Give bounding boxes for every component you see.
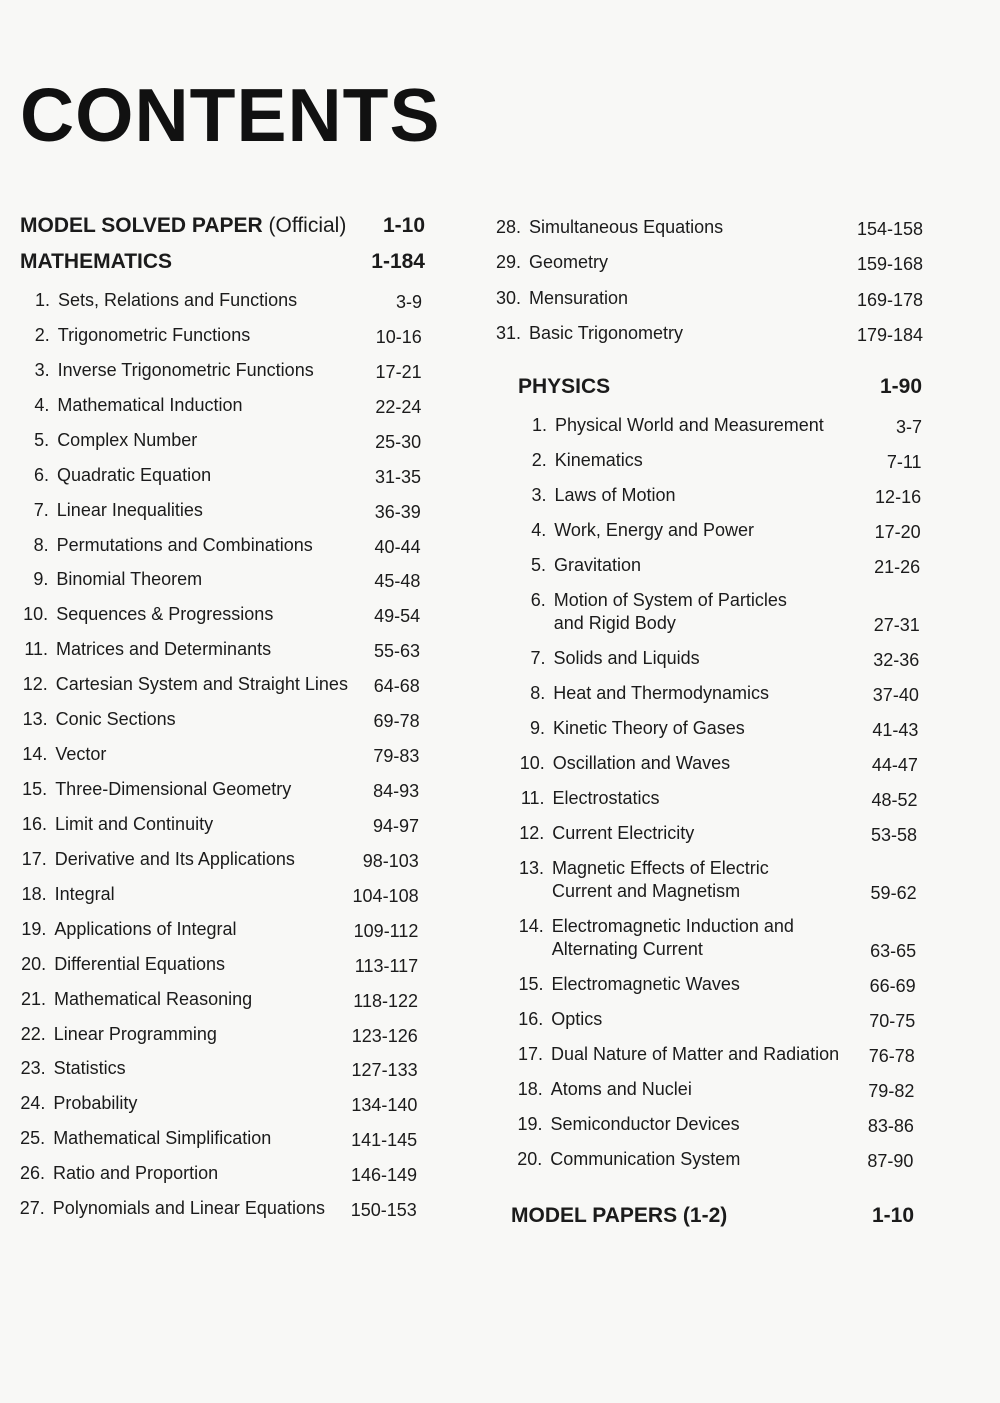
entry-pages: 22-24	[375, 396, 422, 417]
entry-number: 20.	[21, 953, 47, 974]
entry-title: Work, Energy and Power	[554, 520, 755, 540]
toc-entry	[17, 813, 419, 836]
model-solved-paper-label: MODEL SOLVED PAPER	[20, 214, 263, 237]
entry-title: Inverse Trigonometric Functions	[57, 359, 314, 380]
toc-entry	[491, 216, 923, 239]
entry-pages: 53-58	[871, 825, 918, 845]
entry-title: Mathematical Simplification	[53, 1128, 272, 1149]
entry-pages: 21-26	[874, 557, 921, 577]
entry-pages: 55-63	[373, 641, 420, 662]
entry-title: Mathematical Reasoning	[54, 988, 253, 1009]
toc-entry	[16, 988, 418, 1011]
entry-number: 2.	[34, 324, 50, 345]
entry-pages: 66-69	[869, 976, 916, 996]
toc-entry	[16, 1023, 418, 1046]
toc-entry	[15, 1092, 417, 1115]
entry-pages: 84-93	[373, 781, 420, 802]
entry-title: Optics	[551, 1009, 603, 1029]
entry-pages: 109-112	[353, 920, 419, 941]
entry-title: Simultaneous Equations	[529, 217, 724, 237]
entry-number: 4.	[34, 394, 50, 415]
entry-title: Electrostatics	[552, 788, 660, 808]
entry-pages: 70-75	[869, 1011, 916, 1031]
entry-number: 18.	[21, 883, 47, 904]
toc-entry	[514, 973, 916, 996]
physics-pages: 1-90	[879, 375, 922, 398]
entry-title: Kinetic Theory of Gases	[553, 718, 745, 738]
model-papers-heading	[511, 1204, 914, 1228]
entry-number: 13.	[518, 858, 544, 878]
entry-pages: 17-21	[375, 361, 422, 382]
entry-number: 4.	[531, 520, 547, 540]
entry-number: 28.	[495, 217, 521, 237]
entry-title: Derivative and Its Applications	[54, 848, 295, 869]
entry-title: Linear Inequalities	[56, 499, 203, 520]
entry-pages: 141-145	[351, 1130, 418, 1151]
entry-pages: 76-78	[868, 1046, 915, 1066]
entry-number: 5.	[34, 429, 50, 450]
entry-number: 12.	[519, 823, 545, 843]
entry-pages: 3-7	[895, 417, 922, 437]
entry-number: 19.	[21, 918, 47, 939]
entry-pages: 118-122	[353, 990, 418, 1011]
entry-number: 3.	[34, 359, 50, 380]
entry-pages: 127-133	[351, 1060, 418, 1081]
toc-entry	[515, 752, 918, 775]
toc-entry	[513, 1043, 915, 1066]
entry-pages: 104-108	[352, 885, 419, 906]
toc-entry	[513, 1078, 915, 1101]
entry-number: 21.	[20, 988, 46, 1009]
toc-entry	[16, 953, 418, 976]
entry-number: 26.	[19, 1163, 45, 1184]
entry-title: Sequences & Progressions	[56, 604, 274, 625]
entry-number: 15.	[22, 779, 48, 800]
entry-number: 16.	[518, 1009, 544, 1029]
entry-title: Complex Number	[57, 429, 198, 450]
entry-number: 8.	[530, 683, 546, 703]
entry-pages: 44-47	[871, 755, 918, 775]
entry-number: 6.	[530, 590, 546, 610]
entry-title: Vector	[55, 744, 107, 765]
toc-entry	[19, 499, 421, 522]
entry-number: 22.	[20, 1023, 46, 1044]
toc-entry	[18, 603, 420, 626]
entry-title: Probability	[53, 1093, 138, 1114]
entry-number: 7.	[33, 499, 49, 520]
entry-title: Motion of System of Particles	[553, 590, 787, 610]
toc-entry	[515, 682, 919, 705]
toc-entry	[512, 1148, 913, 1171]
entry-number: 27.	[19, 1198, 45, 1219]
entry-title: Statistics	[53, 1058, 126, 1079]
entry-pages: 63-65	[870, 941, 917, 961]
toc-entry	[515, 787, 918, 810]
entry-number: 19.	[517, 1114, 543, 1134]
entry-pages: 69-78	[373, 711, 420, 732]
entry-number: 10.	[519, 753, 545, 773]
toc-entry	[19, 429, 421, 452]
entry-pages: 169-178	[856, 289, 923, 310]
toc-entry	[491, 322, 923, 345]
entry-pages: 79-82	[868, 1081, 915, 1101]
entry-title-continued: Current and Magnetism	[552, 881, 741, 901]
entry-number: 11.	[24, 639, 48, 660]
model-solved-paper-pages: 1-10	[382, 214, 425, 237]
entry-pages: 94-97	[372, 815, 419, 836]
entry-pages: 12-16	[875, 487, 922, 507]
entry-pages: 41-43	[872, 720, 919, 740]
entry-title: Communication System	[550, 1149, 741, 1169]
entry-number: 1.	[34, 290, 50, 310]
toc-entry	[515, 717, 918, 740]
entry-title: Applications of Integral	[54, 918, 237, 939]
entry-title: Electromagnetic Waves	[551, 974, 740, 994]
entry-pages: 159-168	[856, 254, 923, 275]
entry-pages: 3-9	[395, 292, 422, 312]
entry-number: 30.	[495, 287, 521, 308]
model-papers-label: MODEL PAPERS (1-2)	[511, 1204, 728, 1227]
toc-entry	[17, 848, 419, 871]
entry-title: Physical World and Measurement	[555, 415, 824, 435]
entry-title: Dual Nature of Matter and Radiation	[551, 1044, 840, 1064]
toc-entry	[20, 289, 422, 312]
entry-pages: 49-54	[374, 606, 421, 627]
toc-entry	[15, 1127, 417, 1150]
entry-number: 9.	[33, 569, 49, 590]
toc-entry	[17, 883, 419, 906]
toc-entry	[19, 394, 421, 417]
toc-entry	[18, 673, 420, 696]
entry-title: Linear Programming	[53, 1023, 217, 1044]
entry-number: 17.	[21, 848, 47, 869]
entry-pages: 40-44	[374, 536, 421, 557]
entry-pages: 154-158	[856, 219, 923, 239]
toc-entry	[491, 251, 923, 274]
entry-number: 17.	[517, 1044, 543, 1064]
toc-entry	[491, 287, 923, 310]
entry-title: Quadratic Equation	[57, 464, 212, 485]
mathematics-pages: 1-184	[371, 250, 425, 273]
toc-entry	[517, 449, 922, 472]
entry-title: Magnetic Effects of Electric	[552, 858, 769, 878]
entry-title-continued: and Rigid Body	[553, 613, 676, 633]
entry-pages: 83-86	[867, 1116, 914, 1136]
entry-pages: 146-149	[350, 1165, 417, 1186]
toc-entry	[516, 589, 920, 635]
entry-pages: 179-184	[856, 324, 923, 345]
entry-number: 7.	[530, 648, 546, 668]
toc-entry	[16, 1057, 418, 1080]
entry-title: Gravitation	[554, 555, 642, 575]
mathematics-label: MATHEMATICS	[20, 250, 173, 273]
entry-number: 11.	[520, 788, 545, 808]
toc-entry	[20, 324, 422, 347]
entry-title: Trigonometric Functions	[57, 324, 251, 345]
entry-title: Current Electricity	[552, 823, 695, 843]
toc-entry	[15, 1197, 417, 1220]
entry-title: Ratio and Proportion	[53, 1163, 219, 1184]
entry-title: Three-Dimensional Geometry	[55, 779, 292, 800]
entry-pages: 113-117	[354, 955, 419, 976]
entry-number: 14.	[518, 916, 544, 936]
toc-entry	[514, 857, 917, 903]
entry-title: Oscillation and Waves	[552, 753, 731, 773]
toc-entry	[18, 708, 420, 731]
entry-title: Basic Trigonometry	[529, 322, 684, 343]
toc-entry	[19, 464, 421, 487]
entry-number: 5.	[530, 555, 546, 575]
entry-title: Differential Equations	[54, 953, 225, 974]
entry-title: Sets, Relations and Functions	[58, 290, 298, 310]
entry-title: Solids and Liquids	[553, 648, 700, 668]
entry-pages: 150-153	[350, 1200, 417, 1221]
entry-title: Geometry	[529, 252, 609, 273]
toc-entry	[516, 554, 920, 577]
entry-pages: 48-52	[871, 790, 918, 810]
toc-entry	[514, 915, 916, 961]
entry-number: 18.	[517, 1079, 543, 1099]
entry-title: Matrices and Determinants	[56, 639, 272, 660]
toc-entry	[514, 822, 917, 845]
physics-heading	[518, 375, 922, 399]
entry-title: Mensuration	[529, 287, 629, 308]
entry-title: Limit and Continuity	[55, 813, 214, 834]
entry-pages: 59-62	[870, 883, 917, 903]
entry-pages: 36-39	[374, 501, 421, 522]
toc-entry	[20, 359, 422, 382]
entry-pages: 79-83	[373, 746, 420, 767]
entry-number: 14.	[22, 744, 48, 765]
entry-title: Atoms and Nuclei	[550, 1079, 692, 1099]
entry-title: Cartesian System and Straight Lines	[55, 674, 348, 695]
model-papers-pages: 1-10	[871, 1204, 914, 1227]
entry-pages: 134-140	[351, 1095, 418, 1116]
entry-number: 2.	[531, 450, 547, 470]
entry-title-continued: Alternating Current	[551, 939, 703, 959]
entry-number: 25.	[20, 1128, 46, 1149]
entry-title: Electromagnetic Induction and	[551, 916, 794, 936]
mathematics-heading	[20, 250, 425, 274]
toc-entry	[516, 519, 920, 542]
entry-title: Binomial Theorem	[56, 569, 203, 590]
toc-entry	[17, 743, 419, 766]
toc-entry	[516, 647, 920, 670]
entry-number: 9.	[529, 718, 545, 738]
entry-pages: 17-20	[874, 522, 921, 542]
entry-pages: 7-11	[886, 452, 922, 472]
toc-entry	[17, 778, 419, 801]
toc-entry	[16, 918, 418, 941]
entry-title: Kinematics	[554, 450, 643, 470]
entry-title: Mathematical Induction	[57, 394, 243, 415]
entry-number: 8.	[33, 534, 49, 555]
entry-number: 16.	[21, 813, 47, 834]
entry-pages: 25-30	[375, 431, 422, 452]
entry-number: 10.	[23, 604, 49, 625]
entry-title: Conic Sections	[55, 709, 176, 730]
entry-title: Integral	[54, 883, 115, 904]
toc-entry	[513, 1008, 915, 1031]
page-title: CONTENTS	[20, 73, 441, 157]
entry-title: Semiconductor Devices	[550, 1114, 740, 1134]
toc-entry	[19, 534, 421, 557]
entry-title: Polynomials and Linear Equations	[52, 1198, 325, 1219]
entry-pages: 37-40	[872, 685, 919, 705]
model-solved-paper-heading	[20, 214, 425, 238]
entry-pages: 64-68	[373, 676, 420, 697]
toc-entry	[517, 414, 922, 437]
entry-pages: 98-103	[362, 850, 419, 871]
toc-entry	[517, 484, 922, 507]
entry-pages: 123-126	[351, 1025, 418, 1046]
toc-entry	[18, 638, 420, 661]
toc-entry	[18, 568, 420, 591]
entry-number: 1.	[531, 415, 547, 435]
entry-number: 23.	[20, 1058, 46, 1079]
entry-number: 6.	[33, 464, 49, 485]
entry-number: 12.	[22, 674, 48, 695]
entry-number: 31.	[495, 322, 521, 343]
model-solved-paper-suffix: (Official)	[268, 214, 347, 237]
physics-label: PHYSICS	[518, 375, 611, 398]
entry-number: 3.	[531, 485, 547, 505]
entry-number: 29.	[495, 252, 521, 273]
entry-pages: 27-31	[873, 615, 920, 635]
entry-number: 24.	[20, 1093, 46, 1114]
entry-pages: 31-35	[374, 466, 421, 487]
entry-pages: 45-48	[374, 571, 421, 592]
toc-entry	[15, 1162, 417, 1185]
entry-title: Permutations and Combinations	[56, 534, 313, 555]
entry-number: 20.	[517, 1149, 543, 1169]
entry-title: Heat and Thermodynamics	[553, 683, 770, 703]
entry-number: 13.	[22, 709, 48, 730]
entry-number: 15.	[518, 974, 544, 994]
toc-entry	[513, 1113, 914, 1136]
entry-pages: 32-36	[873, 650, 920, 670]
entry-title: Laws of Motion	[554, 485, 676, 505]
entry-pages: 10-16	[375, 326, 422, 347]
entry-pages: 87-90	[867, 1151, 914, 1171]
